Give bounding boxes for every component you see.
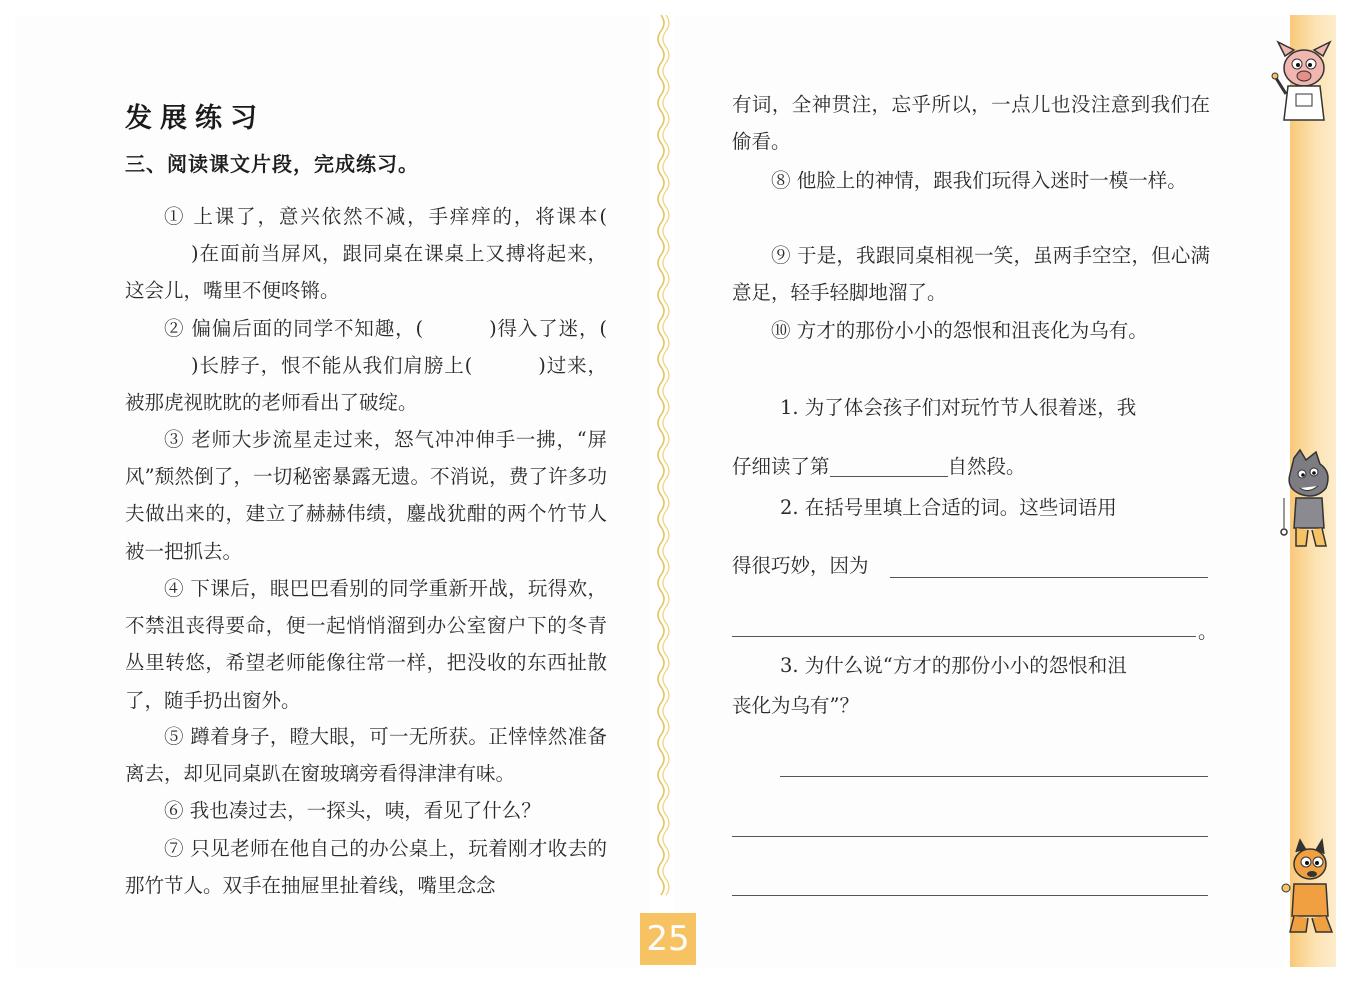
question-1-line-1: 1. 为了体会孩子们对玩竹节人很着迷，我 bbox=[780, 396, 1137, 419]
section-title: 发展练习 bbox=[125, 103, 265, 134]
paragraph-3: ③ 老师大步流星走过来，怒气冲冲伸手一拂，“屏风”颓然倒了，一切秘密暴露无遗。不消说，费了许多功夫做出来的，建立了赫赫伟绩，鏖战犹酣的两个竹节人被一把抓去。 bbox=[125, 428, 607, 563]
answer-line-q3-3[interactable] bbox=[732, 895, 1208, 896]
question-2-line-2: 得很巧妙，因为 bbox=[732, 554, 869, 577]
dog-mascot-icon bbox=[1276, 838, 1340, 938]
wolf-mascot-icon bbox=[1276, 448, 1340, 552]
paragraph-7-continued: 有词，全神贯注，忘乎所以，一点儿也没注意到我们在偷看。 bbox=[732, 93, 1210, 154]
paragraph-8: ⑧ 他脸上的神情，跟我们玩得入迷时一模一样。 bbox=[771, 169, 1187, 192]
answer-line-q3-1[interactable] bbox=[780, 776, 1208, 777]
question-title: 三、阅读课文片段，完成练习。 bbox=[125, 152, 419, 176]
page-fold-decoration bbox=[657, 15, 671, 905]
paragraph-5: ⑤ 蹲着身子，瞪大眼，可一无所获。正悻悻然准备离去，却见同桌趴在窗玻璃旁看得津津有味。 bbox=[125, 725, 607, 786]
paragraph-9: ⑨ 于是，我跟同桌相视一笑，虽两手空空，但心满意足，轻手轻脚地溜了。 bbox=[732, 244, 1210, 305]
page-number: 25 bbox=[640, 913, 696, 965]
answer-line-q3-2[interactable] bbox=[732, 836, 1208, 837]
paragraph-2: ② 偏偏后面的同学不知趣，( )得入了迷，()长脖子，恨不能从我们肩膀上( )过来，被那虎视眈眈的老师看出了破绽。 bbox=[125, 317, 608, 415]
paragraph-10: ⑩ 方才的那份小小的怨恨和沮丧化为乌有。 bbox=[771, 319, 1148, 342]
question-3-line-1: 3. 为什么说“方才的那份小小的怨恨和沮 bbox=[780, 654, 1127, 677]
answer-blank-q1[interactable] bbox=[830, 454, 948, 477]
question-3-line-2: 丧化为乌有”？ bbox=[732, 694, 859, 717]
paragraph-6: ⑥ 我也凑过去，一探头，咦，看见了什么？ bbox=[164, 799, 541, 822]
pig-mascot-icon bbox=[1268, 38, 1340, 128]
paragraph-7: ⑦ 只见老师在他自己的办公桌上，玩着刚才收去的那竹节人。双手在抽屉里扯着线，嘴里念念 bbox=[125, 837, 607, 898]
answer-line-q2-1[interactable] bbox=[890, 577, 1208, 578]
question-2-line-1: 2. 在括号里填上合适的词。这些词语用 bbox=[780, 496, 1117, 519]
question-1-line-2: 仔细读了第 自然段。 bbox=[732, 455, 1026, 478]
question-2-period: 。 bbox=[1198, 620, 1218, 643]
paragraph-4: ④ 下课后，眼巴巴看别的同学重新开战，玩得欢，不禁沮丧得要命，便一起悄悄溜到办公室窗户下的冬青丛里转悠，希望老师能像往常一样，把没收的东西扯散了，随手扔出窗外。 bbox=[125, 577, 607, 712]
paragraph-1: ① 上课了，意兴依然不减，手痒痒的，将课本()在面前当屏风，跟同桌在课桌上又搏将起来，这会儿，嘴里不便咚锵。 bbox=[125, 205, 607, 303]
answer-line-q2-2[interactable] bbox=[732, 636, 1196, 637]
